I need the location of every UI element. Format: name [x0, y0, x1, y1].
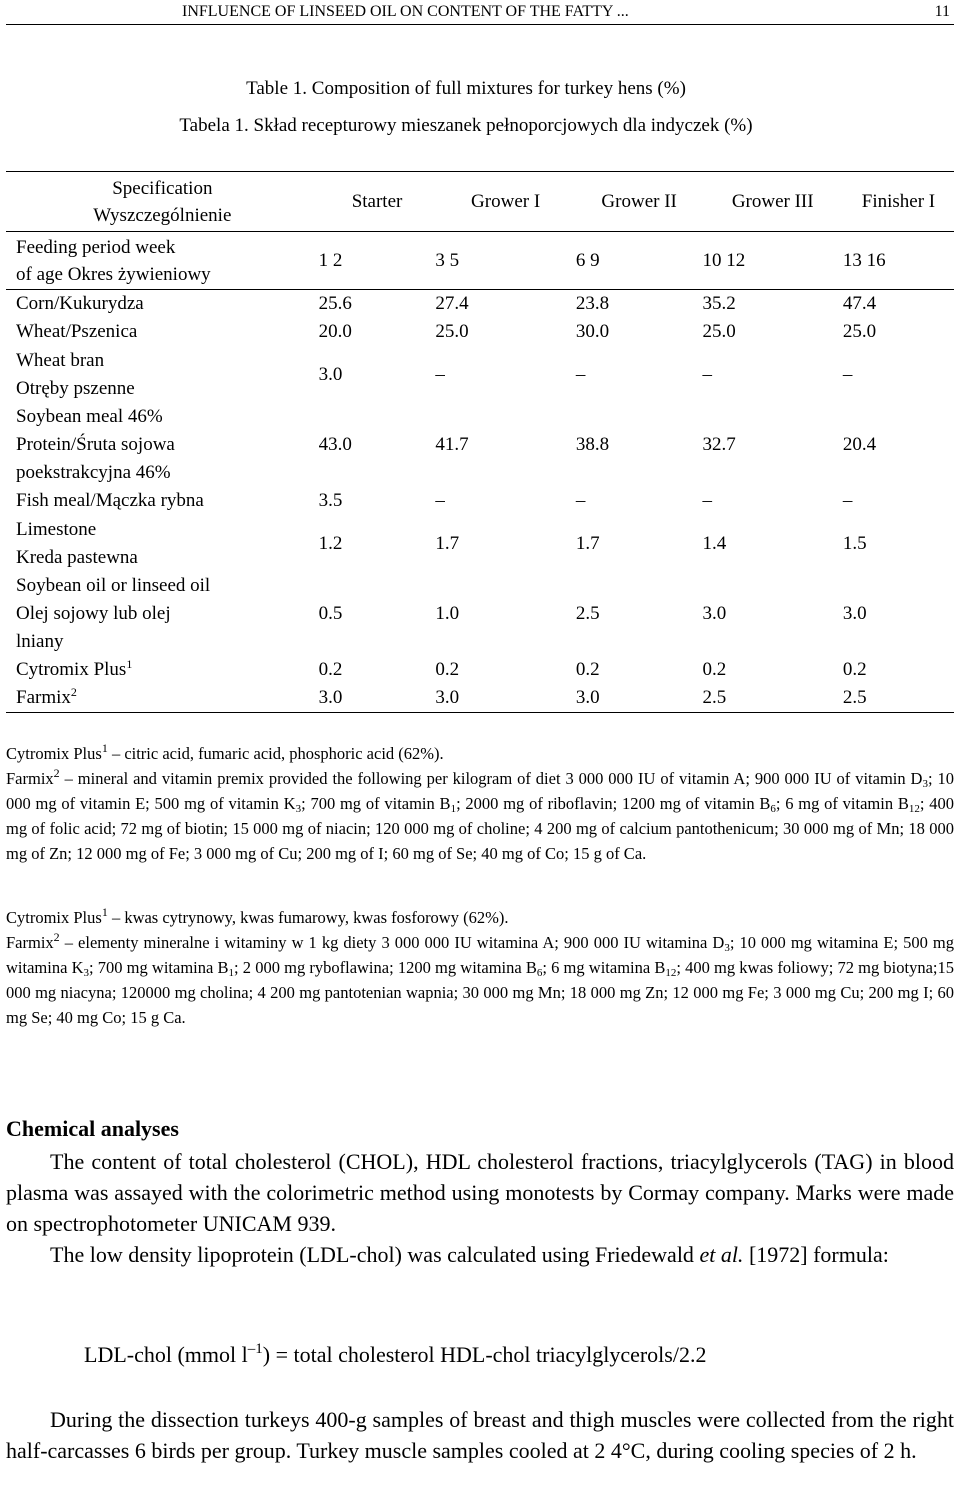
- row-label-text: Cytromix Plus: [16, 659, 127, 680]
- table-header-row: [6, 172, 954, 232]
- cell: 2.5: [702, 684, 842, 713]
- subscript: 6: [770, 803, 776, 815]
- footnote-text: ; 400 mg kwas foliowy; 72 mg biotyna;15 000 mg niacyna; 120000 mg cholina; 4 200 mg pantotenian wapnia; 30 000 mg Mn; 18 000 mg Zn; 12 000 mg Fe; 3 000 mg Cu; 200 mg I; 60 mg Se; 40 mg Co; 15 g Ca.: [6, 958, 954, 1027]
- cell: 1.7: [435, 532, 460, 554]
- row-label-line: Soybean oil or linseed oil: [16, 575, 211, 596]
- composition-table: [6, 171, 954, 713]
- cell: 25.0: [842, 321, 877, 342]
- subscript: 3: [83, 967, 89, 979]
- subscript: 6: [536, 967, 543, 979]
- footnote-marker: 1: [126, 657, 133, 671]
- paragraph: The content of total cholesterol (CHOL), HDL cholesterol fractions, triacylglycerols (TAG) in blood plasma was assayed with the colorimetric method using monotests by Cormay company. Marks were made on spectrophotometer UNICAM 939.: [6, 1149, 954, 1236]
- cell: 3 5: [435, 232, 575, 290]
- cell: 0.2: [575, 659, 600, 680]
- footnote-text: citric acid, fumaric acid, phosphoric acid (62%).: [124, 744, 444, 763]
- col-header: Finisher I: [843, 172, 954, 232]
- cell: 6 9: [576, 232, 703, 290]
- formula-text: ) = total cholesterol HDL-chol triacylglycerols/2.2: [262, 1342, 707, 1367]
- section-body-2: [6, 1404, 954, 1466]
- footnote-marker: 2: [70, 685, 77, 699]
- footnote-text: ; 400 mg of folic acid; 72 mg of biotin; 15 000 mg of niacin; 120 000 mg of choline; 4 200 mg of calcium pantothenicum; 30 000 mg of Mn; 18 000 mg of Zn; 12 000 mg of Fe; 3 000 mg of Cu; 200 mg of I; 60 mg of Se; 40 mg of Co; 15 g of Ca.: [6, 794, 954, 863]
- table-row: [6, 403, 954, 487]
- cell: 2.5: [575, 603, 600, 624]
- cell: 3.0: [318, 363, 343, 385]
- cell: 1.7: [575, 532, 600, 554]
- cell: 0.5: [318, 603, 343, 624]
- table-caption-en: Table 1. Composition of full mixtures for turkey hens (%): [246, 78, 686, 99]
- row-label-line: Otręby pszenne: [16, 377, 135, 399]
- cell: 20.0: [318, 321, 352, 342]
- paragraph-text: The low density lipoprotein (LDL-chol) was calculated using Friedewald: [50, 1242, 700, 1267]
- cell: 3.0: [576, 684, 703, 713]
- table-row: [6, 684, 954, 713]
- cell: 1.0: [435, 603, 460, 624]
- footnote-text: ; 6 mg of vitamin B: [775, 794, 909, 813]
- table-row: [6, 290, 954, 319]
- row-label-line: of age Okres żywieniowy: [16, 263, 211, 285]
- row-label-line: poekstrakcyjna 46%: [16, 462, 171, 483]
- footnote-marker: 2: [53, 766, 60, 780]
- footnote-text: ; 10 000 mg witamina E; 500 mg witamina K: [6, 933, 954, 977]
- footnote-cytromix-en: Cytromix Plus$^1$ – citric acid, fumaric acid, phosphoric acid (62%).: [6, 741, 444, 763]
- cell: 3.0: [319, 684, 436, 713]
- table-row: [6, 656, 954, 684]
- cell: 47.4: [842, 293, 877, 314]
- cell-dash: –: [842, 363, 853, 385]
- footnote-text: elementy mineralne i witaminy w 1 kg diety 3 000 000 IU witamina A; 900 000 IU witamina D: [78, 933, 725, 952]
- table-row: [6, 572, 954, 656]
- subscript: 3: [295, 803, 302, 815]
- row-label-line: Protein/Śruta sojowa: [16, 434, 175, 455]
- cell: 25.0: [435, 321, 469, 342]
- paragraph: During the dissection turkeys 400-g samples of breast and thigh muscles were collected from the right half-carcasses 6 birds per group. Turkey muscle samples cooled at 2 4°C, during cooling species of 2 h.: [6, 1407, 954, 1463]
- footnote-text: ; 2 000 mg ryboflawina; 1200 mg witamina B: [234, 958, 537, 977]
- cell: 1 2: [319, 232, 436, 290]
- formula-sup-minus: –: [247, 1341, 256, 1357]
- row-label: [6, 403, 319, 487]
- footnote-marker: 1: [101, 905, 108, 919]
- row-label-line: Olej sojowy lub olej: [16, 603, 171, 624]
- row-label: [6, 515, 319, 572]
- subscript: 1: [228, 967, 235, 979]
- footnote-text: ; 700 mg of vitamin B: [301, 794, 451, 813]
- cell: 3.0: [435, 684, 575, 713]
- footnote-text: ; 2000 mg of riboflavin; 1200 mg of vitamin B: [456, 794, 771, 813]
- table-row: [6, 346, 954, 403]
- spec-header-en: Specification: [112, 177, 213, 199]
- cell-dash: –: [435, 363, 445, 385]
- running-header-title: INFLUENCE OF LINSEED OIL ON CONTENT OF THE FATTY ...: [182, 3, 629, 20]
- row-label-line: Soybean meal 46%: [16, 406, 163, 427]
- footnote-marker: 1: [101, 741, 108, 755]
- cell-dash: –: [575, 363, 586, 385]
- table-row: [6, 487, 954, 515]
- subscript: 3: [922, 778, 928, 790]
- cell: 13 16: [843, 232, 954, 290]
- formula-text: LDL-chol (mmol l: [84, 1342, 248, 1367]
- row-label-line: Wheat bran: [16, 349, 105, 371]
- cell-dash: –: [702, 490, 712, 511]
- cell: 35.2: [702, 293, 736, 314]
- paragraph-text: [1972] formula:: [743, 1242, 889, 1267]
- cell: 41.7: [435, 434, 469, 455]
- footnote-text: kwas cytrynowy, kwas fumarowy, kwas fosforowy (62%).: [124, 908, 509, 927]
- cell-dash: –: [575, 490, 586, 511]
- cell: 1.2: [318, 532, 343, 554]
- footnote-term: Farmix: [6, 769, 54, 788]
- cell: 20.4: [842, 434, 877, 455]
- table-row: [6, 515, 954, 572]
- subscript: 3: [724, 942, 730, 954]
- formula-sup: 1: [255, 1341, 263, 1357]
- cell: 25.6: [318, 293, 352, 314]
- cell: 32.7: [702, 434, 736, 455]
- cell: 1.4: [702, 532, 727, 554]
- row-label: Wheat/Pszenica: [16, 321, 138, 342]
- footnote-text: ; 700 mg witamina B: [89, 958, 229, 977]
- col-header: Grower III: [702, 172, 842, 232]
- footnotes-en: [6, 741, 954, 866]
- col-header: Grower II: [576, 172, 703, 232]
- row-label-line: Kreda pastewna: [16, 546, 138, 568]
- row-label: [6, 656, 319, 684]
- spec-header-pl: Wyszczególnienie: [93, 204, 232, 226]
- cell: 2.5: [843, 684, 954, 713]
- cell: 25.0: [702, 321, 736, 342]
- cell: 3.0: [842, 603, 867, 624]
- footnote-term: Farmix: [6, 933, 54, 952]
- subscript: 12: [665, 967, 677, 979]
- running-header: [6, 0, 954, 25]
- row-label: [6, 684, 319, 713]
- footnote-farmix-en: Farmix$^2$ – mineral and vitamin premix provided the following per kilogram of diet 3 000 000 IU of vitamin A; 900 000 IU of vitamin $D_3$; 10 000 mg of vitamin E; 500 mg of vitamin $K_3$; 700 mg of vitamin $B_1$; 2000 mg of riboflavin; 1200 mg of vitamin $B_6$; 6 mg of vitamin $B_{12}$; 400 mg of folic acid; 72 mg of biotin; 15 000 mg of niacin; 120 000 mg of choline; 4 200 mg of calcium pantothenicum; 30 000 mg of Mn; 18 000 mg of Zn; 12 000 mg of Fe; 3 000 mg of Cu; 200 mg of I; 60 mg of Se; 40 mg of Co; 15 g of Ca.: [6, 766, 954, 863]
- footnote-text: mineral and vitamin premix provided the following per kilogram of diet 3 000 000 IU of vitamin A; 900 000 IU of vitamin D: [77, 769, 923, 788]
- cell: 30.0: [575, 321, 610, 342]
- ldl-formula: [84, 1340, 706, 1370]
- footnote-text: ; 10 000 mg of vitamin E; 500 mg of vitamin K: [6, 769, 954, 813]
- footnote-term: Cytromix Plus: [6, 744, 102, 763]
- cell-dash: –: [842, 490, 853, 511]
- feeding-period-row: [6, 232, 954, 290]
- section-title: Chemical analyses: [6, 1116, 179, 1141]
- subscript: 1: [450, 803, 457, 815]
- cell: 1.5: [842, 532, 867, 554]
- row-label: [6, 346, 319, 403]
- footnote-cytromix-pl: Cytromix Plus$^1$ – kwas cytrynowy, kwas fumarowy, kwas fosforowy (62%).: [6, 905, 509, 927]
- row-label-text: Farmix: [16, 687, 71, 708]
- footnote-marker: 2: [53, 930, 60, 944]
- cell: 27.4: [435, 293, 469, 314]
- row-label-line: lniany: [16, 631, 64, 652]
- footnotes-pl: [6, 905, 954, 1030]
- citation-etal: et al.: [699, 1242, 744, 1267]
- cell: 38.8: [575, 434, 610, 455]
- cell: 43.0: [318, 434, 352, 455]
- cell-dash: –: [435, 490, 445, 511]
- table-caption-pl: Tabela 1. Skład recepturowy mieszanek pełnoporcjowych dla indyczek (%): [179, 115, 753, 136]
- spec-header: [6, 172, 319, 232]
- row-label: [6, 232, 319, 290]
- section-body: [6, 1146, 954, 1270]
- subscript: 12: [908, 803, 920, 815]
- cell: 0.2: [702, 659, 727, 680]
- col-header: Starter: [319, 172, 436, 232]
- row-label: [6, 572, 319, 656]
- footnote-text: ; 6 mg witamina B: [542, 958, 666, 977]
- cell: 0.2: [435, 659, 460, 680]
- row-label-line: Feeding period week: [16, 236, 176, 258]
- paragraph: [6, 1239, 954, 1270]
- cell: 0.2: [842, 659, 867, 680]
- cell: 10 12: [702, 232, 842, 290]
- row-label: Fish meal/Mączka rybna: [16, 490, 204, 511]
- cell: 3.5: [318, 490, 343, 511]
- cell: 0.2: [318, 659, 343, 680]
- footnote-farmix-pl: Farmix$^2$ – elementy mineralne i witaminy w 1 kg diety 3 000 000 IU witamina A; 900 000 IU witamina $D_3$; 10 000 mg witamina E; 500 mg witamina $K_3$; 700 mg witamina $B_1$; 2 000 mg ryboflawina; 1200 mg witamina $B_6$; 6 mg witamina $B_{12}$; 400 mg kwas foliowy; 72 mg biotyna;15 000 mg niacyna; 120000 mg cholina; 4 200 mg pantotenian wapnia; 30 000 mg Mn; 18 000 mg Zn; 12 000 mg Fe; 3 000 mg Cu; 200 mg I; 60 mg Se; 40 mg Co; 15 g Ca.: [6, 930, 954, 1027]
- cell: 3.0: [702, 603, 727, 624]
- cell: 23.8: [575, 293, 610, 314]
- row-label-line: Limestone: [16, 518, 97, 540]
- page-number: 11: [934, 3, 950, 20]
- col-header: Grower I: [435, 172, 575, 232]
- footnote-term: Cytromix Plus: [6, 908, 102, 927]
- table-row: [6, 318, 954, 346]
- cell-dash: –: [702, 363, 712, 385]
- row-label: Corn/Kukurydza: [16, 293, 144, 314]
